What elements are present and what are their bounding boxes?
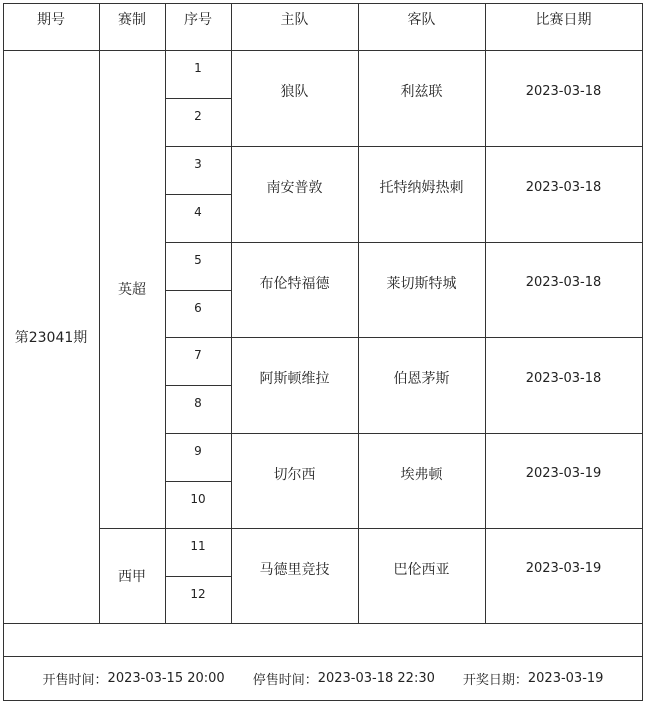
away-team: 巴伦西亚 [393,561,450,578]
table-border-bottom [3,700,643,701]
draw-date: 2023-03-19 [527,670,604,686]
seq-number: 2 [194,109,202,123]
header-home: 主队 [280,11,309,28]
seq-number: 10 [190,491,206,506]
away-team: 利兹联 [400,84,443,100]
seq-number: 6 [194,300,202,315]
home-team: 马德里竞技 [259,561,330,578]
home-team: 南安普敦 [266,180,323,196]
sale-start-time: 2023-03-15 20:00 [107,670,225,686]
home-team: 布伦特福德 [259,275,330,292]
sale-start-label: 开售时间： [42,672,108,688]
home-team: 切尔西 [273,466,316,483]
seq-number: 7 [194,348,202,362]
competition-cell: 西甲 [118,568,146,585]
draw-date-label: 开奖日期： [462,672,528,688]
match-date: 2023-03-18 [525,275,602,290]
match-date: 2023-03-19 [525,561,602,576]
seq-number: 5 [194,253,202,267]
sale-stop-label: 停售时间： [252,672,318,688]
seq-number: 3 [194,157,202,171]
match-date: 2023-03-18 [525,83,602,99]
competition-cell: 英超 [118,282,146,298]
seq-number: 12 [190,586,206,601]
seq-number: 8 [194,396,202,410]
seq-number: 9 [194,444,202,458]
away-team: 埃弗顿 [400,466,443,483]
home-team: 狼队 [280,84,309,100]
table-body-bottom [3,623,643,624]
header-date: 比赛日期 [535,11,592,28]
sale-info-footer [3,656,643,700]
seq-number: 4 [194,205,202,219]
away-team: 伯恩茅斯 [393,371,450,387]
header-competition: 赛制 [118,11,146,28]
table-border-right [642,3,643,701]
header-seq: 序号 [184,11,212,28]
match-date: 2023-03-19 [525,466,602,481]
seq-number: 11 [190,539,206,553]
seq-number: 1 [194,61,202,75]
home-team: 阿斯顿维拉 [259,371,330,387]
sale-stop-time: 2023-03-18 22:30 [317,670,435,686]
period-cell: 第23041期 [14,329,88,346]
match-date: 2023-03-18 [525,179,602,195]
away-team: 莱切斯特城 [386,275,457,292]
header-away: 客队 [407,11,436,28]
header-period: 期号 [37,11,65,28]
away-team: 托特纳姆热刺 [379,180,464,196]
match-date: 2023-03-18 [525,370,602,386]
